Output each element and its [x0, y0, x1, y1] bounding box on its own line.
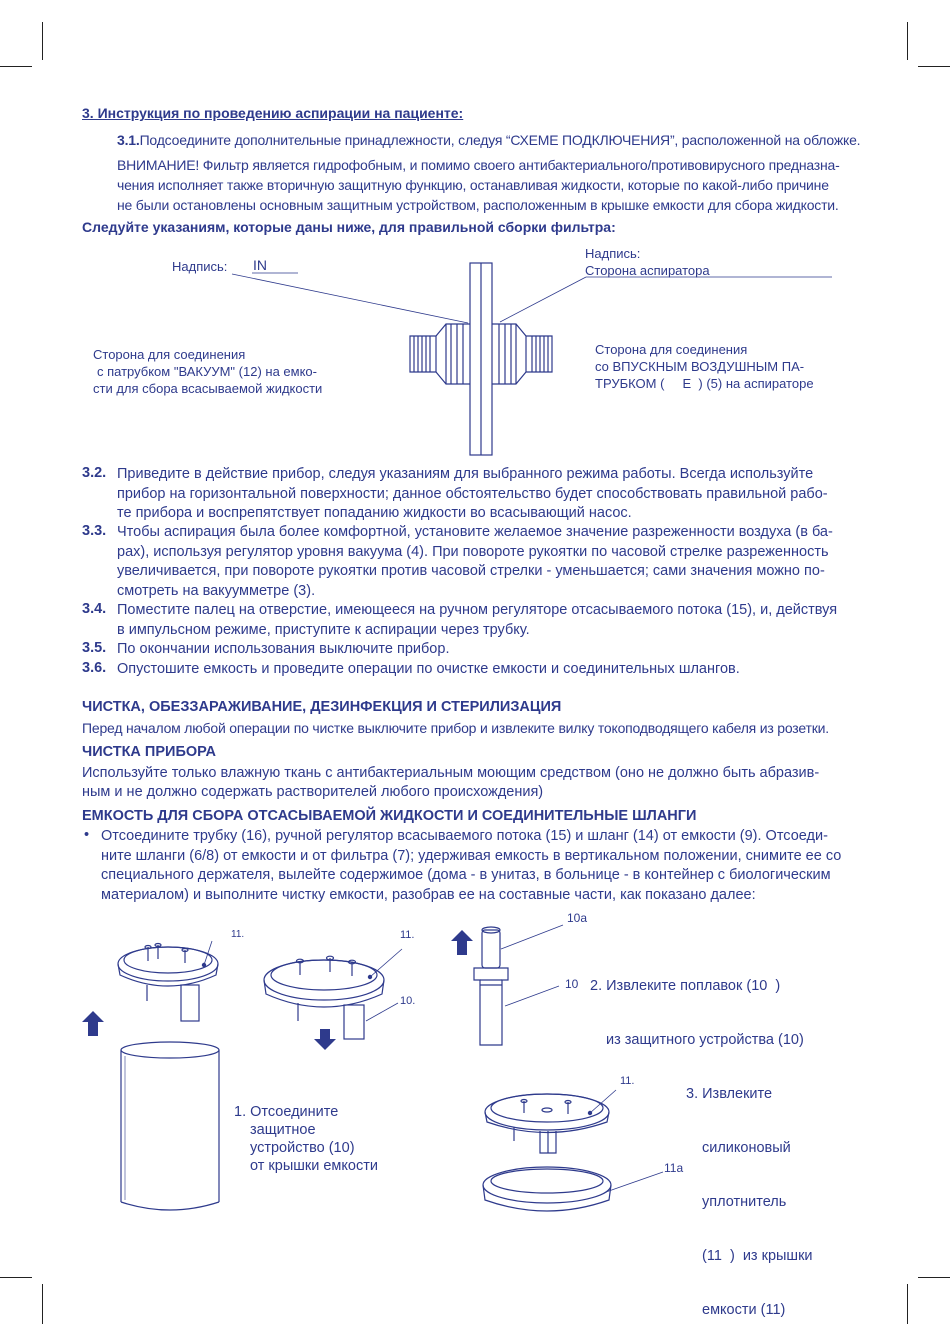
part-label: 11a: [664, 1161, 684, 1175]
cleaning-heading: ЧИСТКА, ОБЕЗЗАРАЖИВАНИЕ, ДЕЗИНФЕКЦИЯ И СТЕРИЛИЗАЦИЯ: [82, 699, 562, 715]
step-line: Чтобы аспирация была более комфортной, установите желаемое значение разреженности воздуха (в ба-: [117, 524, 833, 540]
bullet-line: Отсоедините трубку (16), ручной регулятор всасываемого потока (15) и шланг (14) от емкости (9). Отсоеди-: [101, 828, 828, 844]
bullet-line: ните шланги (6/8) от емкости и от фильтра (7); удерживая емкость в вертикальном положении, снимите ее со: [101, 847, 842, 864]
step-line: те прибора и воспрепятствует попаданию жидкости во всасывающий насос.: [117, 505, 632, 521]
crop-mark: [0, 1277, 32, 1278]
step-line: увеличивается, при повороте рукоятки против часовой стрелки - уменьшается; сами значения можно по-: [117, 563, 825, 579]
right-side-line: со ВПУСКНЫМ ВОЗДУШНЫМ ПА-: [595, 359, 805, 374]
warning-line: не были остановлены основным защитным устройством, расположенным в крышке емкости для сбора жидкости.: [117, 197, 839, 213]
step-text: [117, 601, 867, 640]
step-text: [117, 523, 867, 601]
caption-line: от крышки емкости: [250, 1158, 378, 1174]
paragraph-3-1: [117, 130, 860, 150]
crop-mark: [42, 1284, 43, 1324]
part-label: 11.: [231, 929, 245, 940]
left-side-line: с патрубком "ВАКУУМ" (12) на емко-: [97, 364, 317, 379]
step-text: [117, 660, 867, 680]
crop-mark: [907, 22, 908, 60]
step-line: Поместите палец на отверстие, имеющееся на ручном регуляторе отсасываемого потока (15), и, действуя: [117, 602, 838, 618]
device-cleaning-heading: ЧИСТКА ПРИБОРА: [82, 744, 217, 760]
bullet-text: [101, 827, 867, 905]
cleaning-intro: Перед началом любой операции по чистке выключите прибор и извлеките вилку токоподводящего кабеля из розетки.: [82, 720, 829, 736]
part-label: 10: [565, 977, 579, 991]
step-line: По окончании использования выключите прибор.: [117, 641, 450, 657]
container-heading: ЕМКОСТЬ ДЛЯ СБОРА ОТСАСЫВАЕМОЙ ЖИДКОСТИ И СОЕДИНИТЕЛЬНЫЕ ШЛАНГИ: [82, 808, 697, 824]
step-text: [117, 640, 867, 660]
part-label: 10a: [567, 911, 588, 925]
warning-line: ВНИМАНИЕ! Фильтр является гидрофобным, и помимо своего антибактериального/противовирусного предназна-: [117, 157, 840, 173]
part-label: 11.: [620, 1075, 635, 1087]
bullet-line: материалом) и выполните чистку емкости, разобрав ее на составные части, как показано далее:: [101, 886, 756, 903]
caption-line: уплотнитель: [702, 1194, 787, 1210]
caption-line: 2. Извлеките поплавок (10 ): [590, 978, 781, 994]
step-3-caption: [686, 1049, 813, 1337]
caption-line: из защитного устройства (10): [606, 1032, 804, 1048]
step-1-caption: [234, 1103, 378, 1175]
label-right-caption: Надпись:: [585, 246, 641, 261]
bullet-line: специального держателя, вылейте содержимое (дома - в унитаз, в больнице - в контейнер с биологическим: [101, 867, 831, 883]
right-side-line: Сторона для соединения: [595, 342, 748, 357]
section-heading: 3. Инструкция по проведению аспирации на пациенте:: [82, 105, 464, 121]
step-line: прибор на горизонтальной поверхности; данное обстоятельство будет способствовать правильной рабо-: [117, 485, 828, 502]
caption-line: 3. Извлеките: [686, 1086, 773, 1102]
step-number: 3.6.: [82, 660, 107, 676]
label-in-value: IN: [253, 257, 267, 273]
caption-line: 1. Отсоедините: [234, 1104, 339, 1120]
step-line: смотреть на вакуумметре (3).: [117, 582, 316, 599]
crop-mark: [0, 66, 32, 67]
paragraph-text: Подсоедините дополнительные принадлежности, следуя “СХЕМЕ ПОДКЛЮЧЕНИЯ”, расположенной на обложке.: [139, 132, 861, 148]
caption-line: (11 ) из крышки: [702, 1248, 813, 1264]
step-line: Приведите в действие прибор, следуя указаниям для выбранного режима работы. Всегда используйте: [117, 466, 814, 482]
step-number: 3.2.: [82, 465, 107, 481]
paragraph-number: 3.1.: [117, 132, 140, 148]
left-side-line: сти для сбора всасываемой жидкости: [93, 381, 323, 396]
right-side-line: ТРУБКОМ ( E ) (5) на аспираторе: [595, 376, 814, 391]
part-label: 11.: [400, 929, 415, 941]
step-line: в импульсном режиме, приступите к аспирации через трубку.: [117, 621, 530, 638]
crop-mark: [918, 1277, 950, 1278]
part-label: 10.: [400, 995, 416, 1007]
caption-line: устройство (10): [250, 1140, 355, 1156]
step-text: [117, 465, 867, 524]
crop-mark: [918, 66, 950, 67]
device-cleaning-line: ным и не должно содержать растворителей любого происхождения): [82, 784, 544, 800]
step-number: 3.3.: [82, 523, 107, 539]
crop-mark: [42, 22, 43, 60]
step-number: 3.4.: [82, 601, 107, 617]
left-side-line: Сторона для соединения: [93, 347, 246, 362]
crop-mark: [907, 1284, 908, 1324]
caption-line: емкости (11): [702, 1302, 786, 1318]
caption-line: силиконовый: [702, 1140, 791, 1156]
caption-line: защитное: [250, 1122, 316, 1138]
device-cleaning-line: Используйте только влажную ткань с антибактериальным моющим средством (оно не должно быть абразив-: [82, 765, 820, 781]
warning-line: чения исполняет также вторичную защитную функцию, останавливая жидкости, которые по какой-либо причине: [117, 177, 829, 193]
label-right-value: Сторона аспиратора: [585, 263, 710, 278]
step-line: Опустошите емкость и проведите операции по очистке емкости и соединительных шлангов.: [117, 661, 740, 677]
label-in-caption: Надпись:: [172, 259, 228, 274]
bullet: •: [84, 827, 90, 843]
step-number: 3.5.: [82, 640, 107, 656]
step-line: рах), используя регулятор уровня вакуума (4). При повороте рукоятки по часовой стрелке разреженность: [117, 543, 829, 560]
filter-heading: Следуйте указаниям, которые даны ниже, для правильной сборки фильтра:: [82, 219, 616, 235]
